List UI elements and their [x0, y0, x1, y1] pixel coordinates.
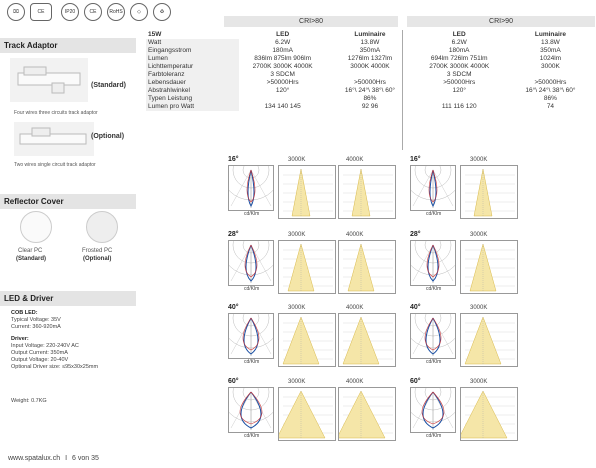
- beam-cone-diagram: [338, 240, 396, 294]
- driver-line: Optional Driver size: ≤95x30x25mm: [11, 364, 99, 370]
- spec-cell: >50000Hrs: [443, 79, 476, 86]
- spec-row-label: Typen Leistung: [146, 95, 239, 103]
- spec-cell: 120°: [452, 87, 466, 94]
- spec-row: [146, 103, 596, 111]
- polar-diagram: [228, 387, 274, 433]
- spec-row-label: Farbtoleranz: [146, 71, 239, 79]
- cri80-header: CRI>80: [224, 16, 398, 27]
- spec-cell: >50000Hrs: [266, 79, 299, 86]
- cob-title: COB LED:: [11, 310, 38, 316]
- class-icon: ◇: [130, 3, 148, 21]
- beam-angle-label: 28°: [410, 231, 421, 238]
- ce-icon: CE: [84, 3, 102, 21]
- beam-angle-label: 16°: [410, 156, 421, 163]
- cct-3000-label: 3000K: [288, 157, 306, 163]
- spec-row-label: Lebensdauer: [146, 79, 239, 87]
- cct-3000-label: 3000K: [470, 232, 488, 238]
- clear-pc-sub: (Standard): [16, 256, 46, 262]
- spec-cell: >50000Hrs: [534, 79, 567, 86]
- spec-cell: 16°\ 24°\ 38°\ 60°: [525, 87, 576, 94]
- cct-3000-label: 3000K: [288, 305, 306, 311]
- spec-cell: 1276lm 1327lm: [347, 55, 393, 62]
- track-adaptor-heading: Track Adaptor: [0, 38, 136, 53]
- clear-pc-image: [20, 211, 52, 243]
- track-standard-label: (Standard): [91, 82, 126, 89]
- unit-label: cd/Klm: [244, 211, 260, 217]
- cri90-header: CRI>90: [407, 16, 595, 27]
- rohs-icon: RoHS: [107, 3, 125, 21]
- beam-cone-diagram: [338, 387, 396, 441]
- spec-cell: 16°\ 24°\ 38°\ 60°: [344, 87, 396, 94]
- beam-cone-diagram: [460, 387, 518, 441]
- footer: [8, 455, 99, 462]
- cct-3000-label: 3000K: [288, 232, 306, 238]
- spec-row-label: Eingangsstrom: [146, 47, 239, 55]
- weight-text: Weight: 0.7KG: [11, 398, 47, 404]
- spec-cell: 180mA: [272, 47, 293, 54]
- cob-line: Typical Voltage: 35V: [11, 317, 61, 323]
- spec-cell: 13.8W: [360, 39, 380, 46]
- cct-4000-label: 4000K: [346, 379, 364, 385]
- spec-row-label: Lumen: [146, 55, 239, 63]
- beam-cone-diagram: [338, 165, 396, 219]
- spec-cell: 2700K 3000K 4000K: [252, 63, 313, 70]
- beam-cone-diagram: [460, 240, 518, 294]
- driver-heading: LED & Driver: [0, 291, 136, 306]
- spec-table: [146, 31, 596, 111]
- spec-cell: 836lm 875lm 906lm: [254, 55, 312, 62]
- unit-label: cd/Klm: [426, 211, 442, 217]
- track-standard-desc: Four wires three circuits track adaptor: [14, 110, 98, 116]
- spec-row-label: Lichttemperatur: [146, 63, 239, 71]
- beam-cone-diagram: [460, 313, 518, 367]
- track-adaptor-standard-image: [10, 58, 88, 102]
- spec-header-row: [146, 31, 596, 39]
- unit-label: cd/Klm: [244, 359, 260, 365]
- frosted-pc-sub: (Optional): [83, 256, 112, 262]
- track-optional-label: (Optional): [91, 133, 125, 140]
- spec-cell: 1024lm: [539, 55, 562, 62]
- power-label: 15W: [146, 31, 239, 39]
- driver-line: Output Voltage: 20-40V: [11, 357, 69, 363]
- beam-angle-label: 28°: [228, 231, 239, 238]
- col-lum: Luminaire: [534, 31, 566, 38]
- spec-cell: [239, 95, 326, 103]
- spec-cell: 120°: [275, 87, 290, 94]
- spec-cell: [505, 71, 596, 79]
- beam-cone-diagram: [278, 387, 336, 441]
- spec-cell: [414, 95, 505, 103]
- footer-separator: I: [65, 455, 68, 462]
- spec-cell: 6.2W: [451, 39, 467, 46]
- cct-4000-label: 4000K: [346, 157, 364, 163]
- beam-angle-label: 40°: [228, 304, 239, 311]
- spec-row: [146, 47, 596, 55]
- spec-cell: 350mA: [359, 47, 381, 54]
- spec-cell: 134 140 145: [264, 103, 301, 110]
- reflector-heading: Reflector Cover: [0, 194, 136, 209]
- driver-line: Input Voltage: 220-240V AC: [11, 343, 79, 349]
- spec-cell: 3 SDCM: [270, 71, 295, 78]
- spec-cell: 13.8W: [541, 39, 560, 46]
- polar-diagram: [410, 313, 456, 359]
- spec-cell: 92 96: [361, 103, 379, 110]
- polar-diagram: [228, 313, 274, 359]
- unit-label: cd/Klm: [244, 286, 260, 292]
- spec-cell: 3000K: [541, 63, 560, 70]
- track-optional-desc: Two wires single circuit track adaptor: [14, 162, 96, 168]
- spec-row: [146, 71, 596, 79]
- spec-row: [146, 39, 596, 47]
- spec-row: [146, 63, 596, 71]
- polar-diagram: [410, 240, 456, 286]
- beam-angle-label: 40°: [410, 304, 421, 311]
- beam-angle-label: 60°: [410, 378, 421, 385]
- cct-3000-label: 3000K: [470, 305, 488, 311]
- cob-line: Current: 360-920mA: [11, 324, 61, 330]
- polar-diagram: [410, 165, 456, 211]
- driver-title: Driver:: [11, 336, 29, 342]
- cct-4000-label: 4000K: [346, 305, 364, 311]
- spec-cell: 74: [546, 103, 555, 110]
- unit-label: cd/Klm: [426, 433, 442, 439]
- spec-cell: 694lm 726lm 751lm: [430, 55, 488, 62]
- polar-diagram: [228, 240, 274, 286]
- beam-angle-label: 60°: [228, 378, 239, 385]
- beam-cone-diagram: [278, 240, 336, 294]
- beam-cone-diagram: [460, 165, 518, 219]
- spec-cell: 3 SDCM: [446, 71, 472, 78]
- spec-row: [146, 95, 596, 103]
- frosted-pc-label: Frosted PC: [82, 248, 113, 254]
- spec-cell: 86%: [363, 95, 377, 102]
- beam-cone-diagram: [278, 313, 336, 367]
- driver-line: Output Current: 350mA: [11, 350, 68, 356]
- ac-logo-icon: CE: [30, 3, 52, 21]
- spec-cell: 86%: [543, 95, 557, 102]
- spec-cell: 3000K 4000K: [350, 63, 390, 70]
- frosted-pc-image: [86, 211, 118, 243]
- cct-3000-label: 3000K: [288, 379, 306, 385]
- spec-cell: 2700K 3000K 4000K: [429, 63, 490, 70]
- unit-label: cd/Klm: [426, 359, 442, 365]
- col-led: LED: [452, 31, 466, 38]
- spec-row-label: Abstrahlwinkel: [146, 87, 239, 95]
- footer-site[interactable]: www.spatalux.ch: [8, 455, 61, 462]
- recycle-icon: ♻: [153, 3, 171, 21]
- beam-cone-diagram: [278, 165, 336, 219]
- cct-3000-label: 3000K: [470, 157, 488, 163]
- unit-label: cd/Klm: [426, 286, 442, 292]
- weee-icon: ⌧: [7, 3, 25, 21]
- spec-cell: 180mA: [448, 47, 470, 54]
- spec-cell: 6.2W: [275, 39, 291, 46]
- ip20-icon: IP20: [61, 3, 79, 21]
- spec-cell: >50000Hrs: [353, 79, 386, 86]
- spec-row-label: Lumen pro Watt: [146, 103, 239, 111]
- track-adaptor-optional-image: [14, 122, 94, 156]
- cct-3000-label: 3000K: [470, 379, 488, 385]
- col-led: LED: [276, 31, 290, 38]
- spec-row: [146, 79, 596, 87]
- spec-cell: [326, 71, 413, 79]
- spec-row-label: Watt: [146, 39, 239, 47]
- spec-row: [146, 55, 596, 63]
- cct-4000-label: 4000K: [346, 232, 364, 238]
- unit-label: cd/Klm: [244, 433, 260, 439]
- col-lum: Luminaire: [354, 31, 386, 38]
- beam-cone-diagram: [338, 313, 396, 367]
- spec-cell: 111 116 120: [441, 103, 477, 110]
- polar-diagram: [228, 165, 274, 211]
- beam-angle-label: 16°: [228, 156, 239, 163]
- clear-pc-label: Clear PC: [18, 248, 43, 254]
- polar-diagram: [410, 387, 456, 433]
- spec-cell: 350mA: [540, 47, 561, 54]
- spec-row: [146, 87, 596, 95]
- footer-page: 6 von 35: [72, 455, 99, 462]
